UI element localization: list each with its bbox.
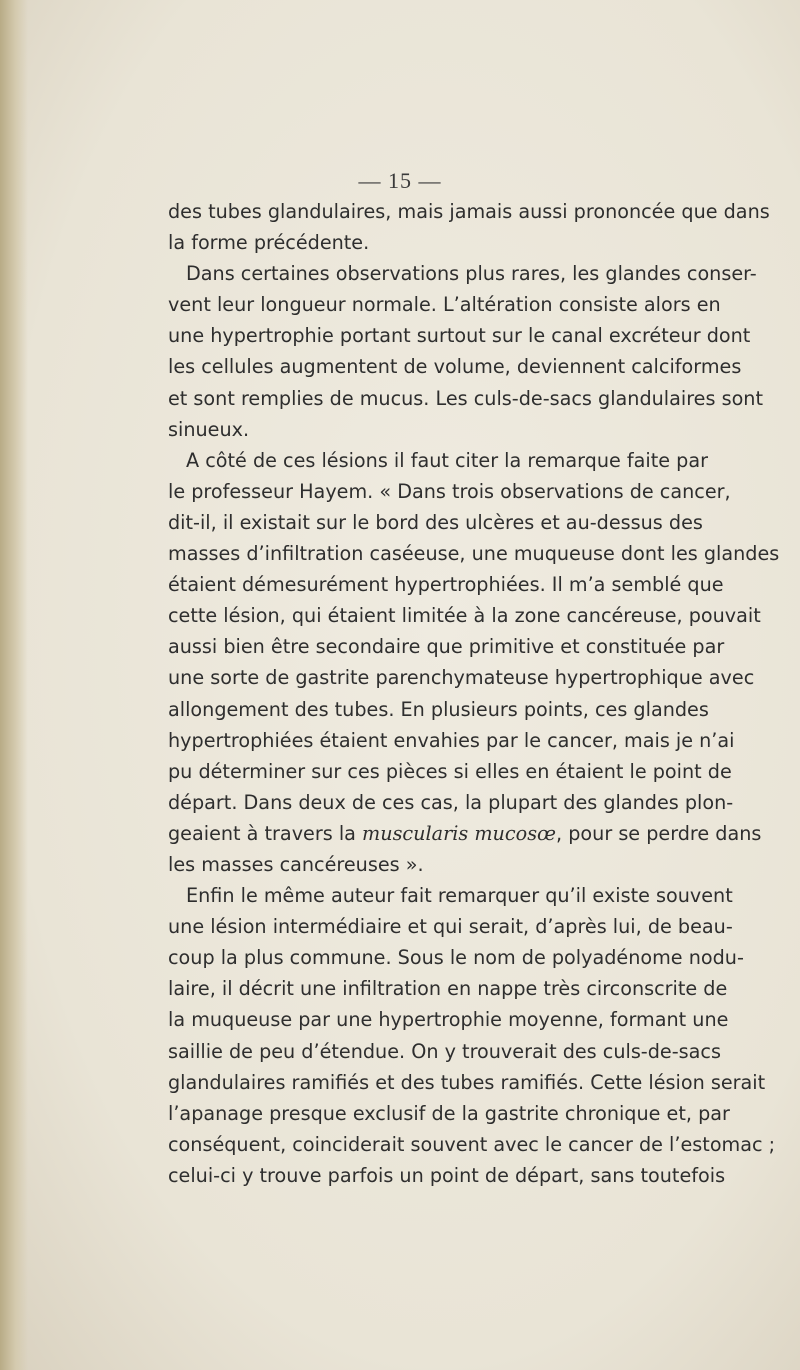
italic-term: muscularis mucosœ bbox=[362, 821, 557, 845]
body-text bbox=[168, 196, 780, 1191]
text-line: allongement des tubes. En plusieurs points, ces glandes bbox=[168, 697, 709, 721]
text-line: une sorte de gastrite parenchymateuse hypertrophique avec bbox=[168, 666, 755, 690]
text-line: les masses cancéreuses ». bbox=[168, 852, 424, 876]
text-line: masses d’infiltration caséeuse, une muqueuse dont les glandes bbox=[168, 542, 780, 566]
text-line: Dans certaines observations plus rares, les glandes conser- bbox=[186, 262, 757, 286]
text-line: étaient démesurément hypertrophiées. Il m’a semblé que bbox=[168, 573, 724, 597]
text-line: la muqueuse par une hypertrophie moyenne, formant une bbox=[168, 1008, 729, 1032]
page-number: — 15 — bbox=[358, 168, 442, 193]
text-line: l’apanage presque exclusif de la gastrite chronique et, par bbox=[168, 1101, 730, 1125]
text-line: une lésion intermédiaire et qui serait, d’après lui, de beau- bbox=[168, 915, 733, 939]
text-line: coup la plus commune. Sous le nom de polyadénome nodu- bbox=[168, 946, 744, 970]
text-line: la forme précédente. bbox=[168, 231, 370, 255]
text-line: glandulaires ramifiés et des tubes ramifiés. Cette lésion serait bbox=[168, 1070, 766, 1094]
text-segment: geaient à travers la bbox=[168, 821, 363, 845]
text-line: des tubes glandulaires, mais jamais aussi prononcée que dans bbox=[168, 200, 770, 223]
text-line: dit-il, il existait sur le bord des ulcères et au-dessus des bbox=[168, 510, 703, 534]
text-line bbox=[168, 818, 762, 849]
text-line: Enfin le même auteur fait remarquer qu’il existe souvent bbox=[186, 884, 733, 908]
text-line: une hypertrophie portant surtout sur le canal excréteur dont bbox=[168, 324, 751, 348]
text-line: saillie de peu d’étendue. On y trouverait des culs-de-sacs bbox=[168, 1039, 721, 1063]
text-line: départ. Dans deux de ces cas, la plupart des glandes plon- bbox=[168, 790, 734, 814]
text-line: cette lésion, qui étaient limitée à la zone cancéreuse, pouvait bbox=[168, 604, 761, 628]
text-line: vent leur longueur normale. L’altération consiste alors en bbox=[168, 293, 721, 317]
text-line: et sont remplies de mucus. Les culs-de-sacs glandulaires sont bbox=[168, 386, 763, 410]
text-line: le professeur Hayem. « Dans trois observations de cancer, bbox=[168, 479, 731, 503]
text-line: laire, il décrit une infiltration en nappe très circonscrite de bbox=[168, 977, 728, 1001]
text-line: celui-ci y trouve parfois un point de départ, sans toutefois bbox=[168, 1163, 726, 1187]
text-line: les cellules augmentent de volume, deviennent calciformes bbox=[168, 355, 742, 379]
text-line: sinueux. bbox=[168, 417, 250, 441]
text-line: hypertrophiées étaient envahies par le cancer, mais je n’ai bbox=[168, 728, 735, 752]
text-segment: , pour se perdre dans bbox=[556, 821, 762, 845]
text-line: conséquent, coinciderait souvent avec le cancer de l’estomac ; bbox=[168, 1132, 776, 1156]
text-line: pu déterminer sur ces pièces si elles en étaient le point de bbox=[168, 759, 732, 783]
text-line: aussi bien être secondaire que primitive et constituée par bbox=[168, 635, 725, 659]
text-line: A côté de ces lésions il faut citer la remarque faite par bbox=[186, 448, 708, 472]
page-edge-shadow bbox=[0, 0, 28, 1370]
